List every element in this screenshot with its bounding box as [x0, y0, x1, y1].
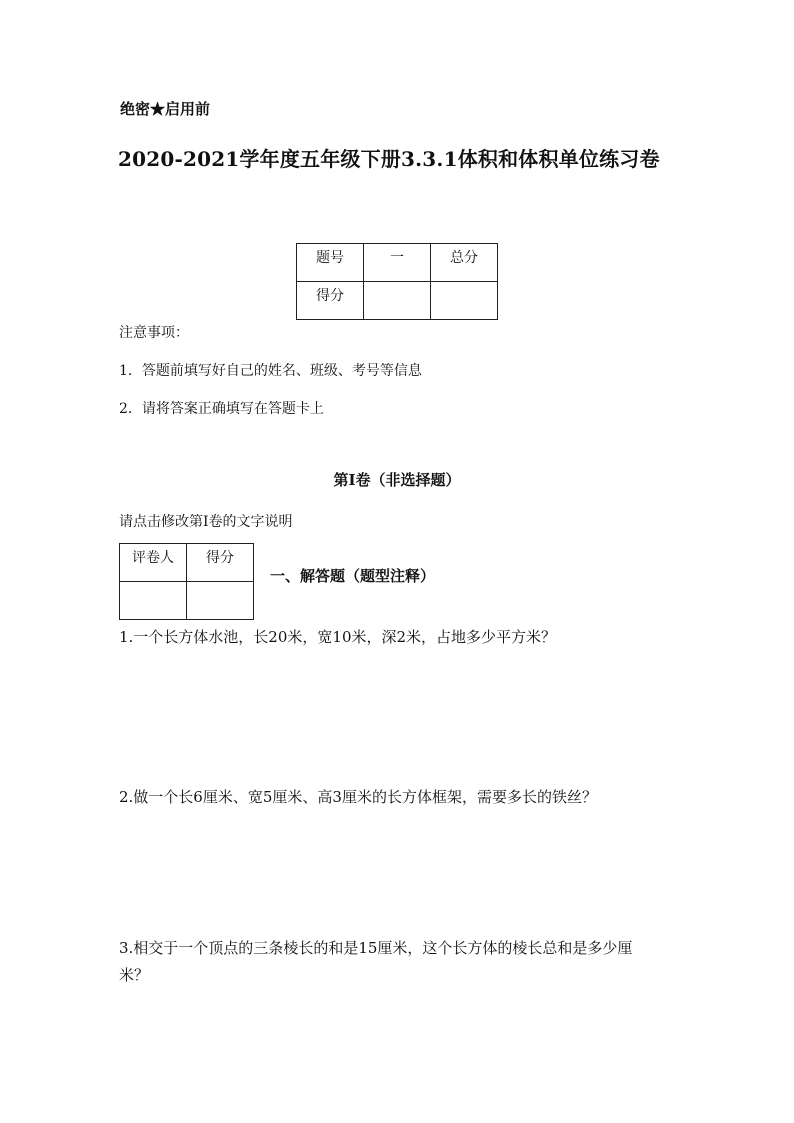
header-score: 得分	[206, 550, 234, 566]
question-3-line-2: 米？	[119, 966, 150, 984]
score-value-total	[431, 282, 497, 285]
question-1: 1.一个长方体水池，长20米，宽10米，深2米，占地多少平方米？	[119, 628, 557, 646]
question-3	[119, 935, 632, 989]
score-value-part-one	[364, 282, 430, 285]
score-table-header-row	[297, 244, 498, 282]
grader-table-header-cell	[120, 544, 187, 582]
score-table-score-row	[297, 282, 498, 320]
grader-score-value	[187, 582, 253, 585]
notice-heading: 注意事项：	[119, 325, 189, 341]
section-hint: 请点击修改第I卷的文字说明	[119, 514, 293, 530]
header-grader: 评卷人	[132, 550, 174, 566]
part-title: 一、解答题（题型注释）	[270, 567, 436, 585]
score-cell-total	[431, 282, 498, 320]
header-question-number: 题号	[316, 250, 344, 266]
section-title: 第I卷（非选择题）	[333, 471, 461, 489]
grader-table	[119, 543, 254, 620]
header-total-score: 总分	[450, 250, 478, 266]
score-table-header-cell	[297, 244, 364, 282]
grader-table-value-row	[120, 582, 254, 620]
question-3-line-1: 3.相交于一个顶点的三条棱长的和是15厘米，这个长方体的棱长总和是多少厘	[119, 939, 633, 957]
score-cell-part-one	[364, 282, 431, 320]
row-label-score: 得分	[316, 288, 344, 304]
score-table-row-label	[297, 282, 364, 320]
confidential-label: 绝密★启用前	[120, 100, 211, 118]
notice-item: 2．请将答案正确填写在答题卡上	[119, 401, 324, 417]
grader-value	[120, 582, 186, 585]
score-table-header-cell	[364, 244, 431, 282]
notice-item: 1．答题前填写好自己的姓名、班级、考号等信息	[119, 363, 422, 379]
grader-table-header-cell	[187, 544, 254, 582]
score-table-header-cell	[431, 244, 498, 282]
question-2: 2.做一个长6厘米、宽5厘米、高3厘米的长方体框架，需要多长的铁丝？	[119, 788, 597, 806]
grader-table-header-row	[120, 544, 254, 582]
grader-cell	[120, 582, 187, 620]
score-table	[296, 243, 498, 320]
header-part-one: 一	[390, 250, 404, 266]
grader-score-cell	[187, 582, 254, 620]
exam-title: 2020-2021学年度五年级下册3.3.1体积和体积单位练习卷	[118, 147, 660, 171]
